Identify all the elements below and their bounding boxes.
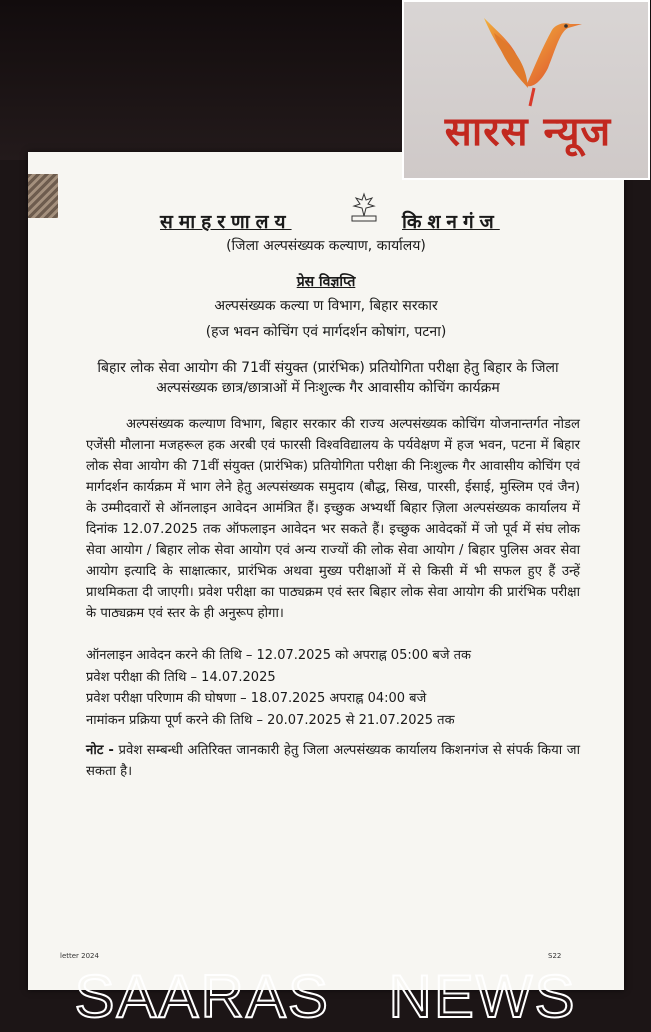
date-line: ऑनलाइन आवेदन करने की तिथि – 12.07.2025 को अपराह्न 05:00 बजे तक <box>86 648 471 663</box>
note-text: प्रवेश सम्बन्धी अतिरिक्त जानकारी हेतु जिला अल्पसंख्यक कार्यालय किशनगंज से संपर्क किया जा सकता है। <box>86 743 580 779</box>
important-dates <box>86 645 586 731</box>
letterhead <box>28 198 624 238</box>
letterhead-left: समाहरणालय <box>160 211 292 233</box>
crane-bird-icon <box>464 8 594 108</box>
press-title: प्रेस विज्ञप्ति <box>296 274 356 290</box>
press-release-document <box>28 152 624 990</box>
date-line: प्रवेश परीक्षा की तिथि – 14.07.2025 <box>86 669 276 685</box>
subject-heading: बिहार लोक सेवा आयोग की 71वीं संयुक्त (प्रारंभिक) प्रतियोगिता परीक्षा हेतु बिहार के जिला अल्पसंख्यक छात्र/छात्राओं में निःशुल्क गैर आवासीय कोचिंग कार्यक्रम <box>97 360 559 396</box>
logo-text: सारस न्यूज <box>444 109 612 155</box>
footer-right: S22 <box>548 952 562 960</box>
saaras-news-logo <box>402 0 650 180</box>
department-line: अल्पसंख्यक कल्या ण विभाग, बिहार सरकार <box>214 298 438 314</box>
emblem-icon <box>344 190 384 226</box>
watermark-text: SAARAS NEWS <box>74 963 577 1030</box>
body-paragraph: अल्पसंख्यक कल्याण विभाग, बिहार सरकार की राज्य अल्पसंख्यक कोचिंग योजनान्तर्गत नोडल एजेंसी मौलाना मजहरूल हक अरबी एवं फारसी विश्वविद्यालय के पर्यवेक्षण में हज भवन, पटना में बिहार लोक सेवा आयोग की 71वीं संयुक्त (प्रारंभिक) प्रतियोगिता परीक्षा की निःशुल्क गैर आवासीय कोचिंग एवं मार्गदर्शन कार्यक्रम में भाग लेने हेतु अल्पसंख्यक समुदाय (बौद्ध, सिख, पारसी, ईसाई, मुस्लिम एवं जैन) के उम्मीदवारों से ऑनलाइन आवेदन आमंत्रित हैं। इच्छुक अभ्यर्थी बिहार ज़िला अल्पसंख्यक कार्यालय में दिनांक 12.07.2025 तक ऑफलाइन आवेदन भर सकते हैं। इच्छुक आवेदकों में जो पूर्व में संघ लोक सेवा आयोग / बिहार लोक सेवा आयोग एवं अन्य राज्यों की लोक सेवा आयोग / बिहार पुलिस अवर सेवा आयोग इत्यादि के साक्षात्कार, प्रारंभिक अथवा मुख्य परीक्षाओं में से किसी में भी सफल हुए हैं उन्हें प्राथमिकता दी जाएगी। प्रवेश परीक्षा का पाठ्यक्रम एवं स्तर बिहार लोक सेवा आयोग की प्रारंभिक परीक्षा के पाठ्यक्रम एवं स्तर के ही अनुरूप होगा। <box>86 417 580 621</box>
footer-left: letter 2024 <box>60 952 99 960</box>
note-label: नोट - <box>86 743 114 758</box>
office-subtitle: (जिला अल्पसंख्यक कल्याण, कार्यालय) <box>226 238 426 254</box>
letterhead-right: किशनगंज <box>402 211 500 233</box>
haj-bhawan-line: (हज भवन कोचिंग एवं मार्गदर्शन कोषांग, पटना) <box>205 324 447 340</box>
note-paragraph <box>86 740 580 782</box>
date-line: प्रवेश परीक्षा परिणाम की घोषणा – 18.07.2025 अपराह्न 04:00 बजे <box>86 691 427 706</box>
date-line: नामांकन प्रक्रिया पूर्ण करने की तिथि – 20.07.2025 से 21.07.2025 तक <box>86 712 455 728</box>
